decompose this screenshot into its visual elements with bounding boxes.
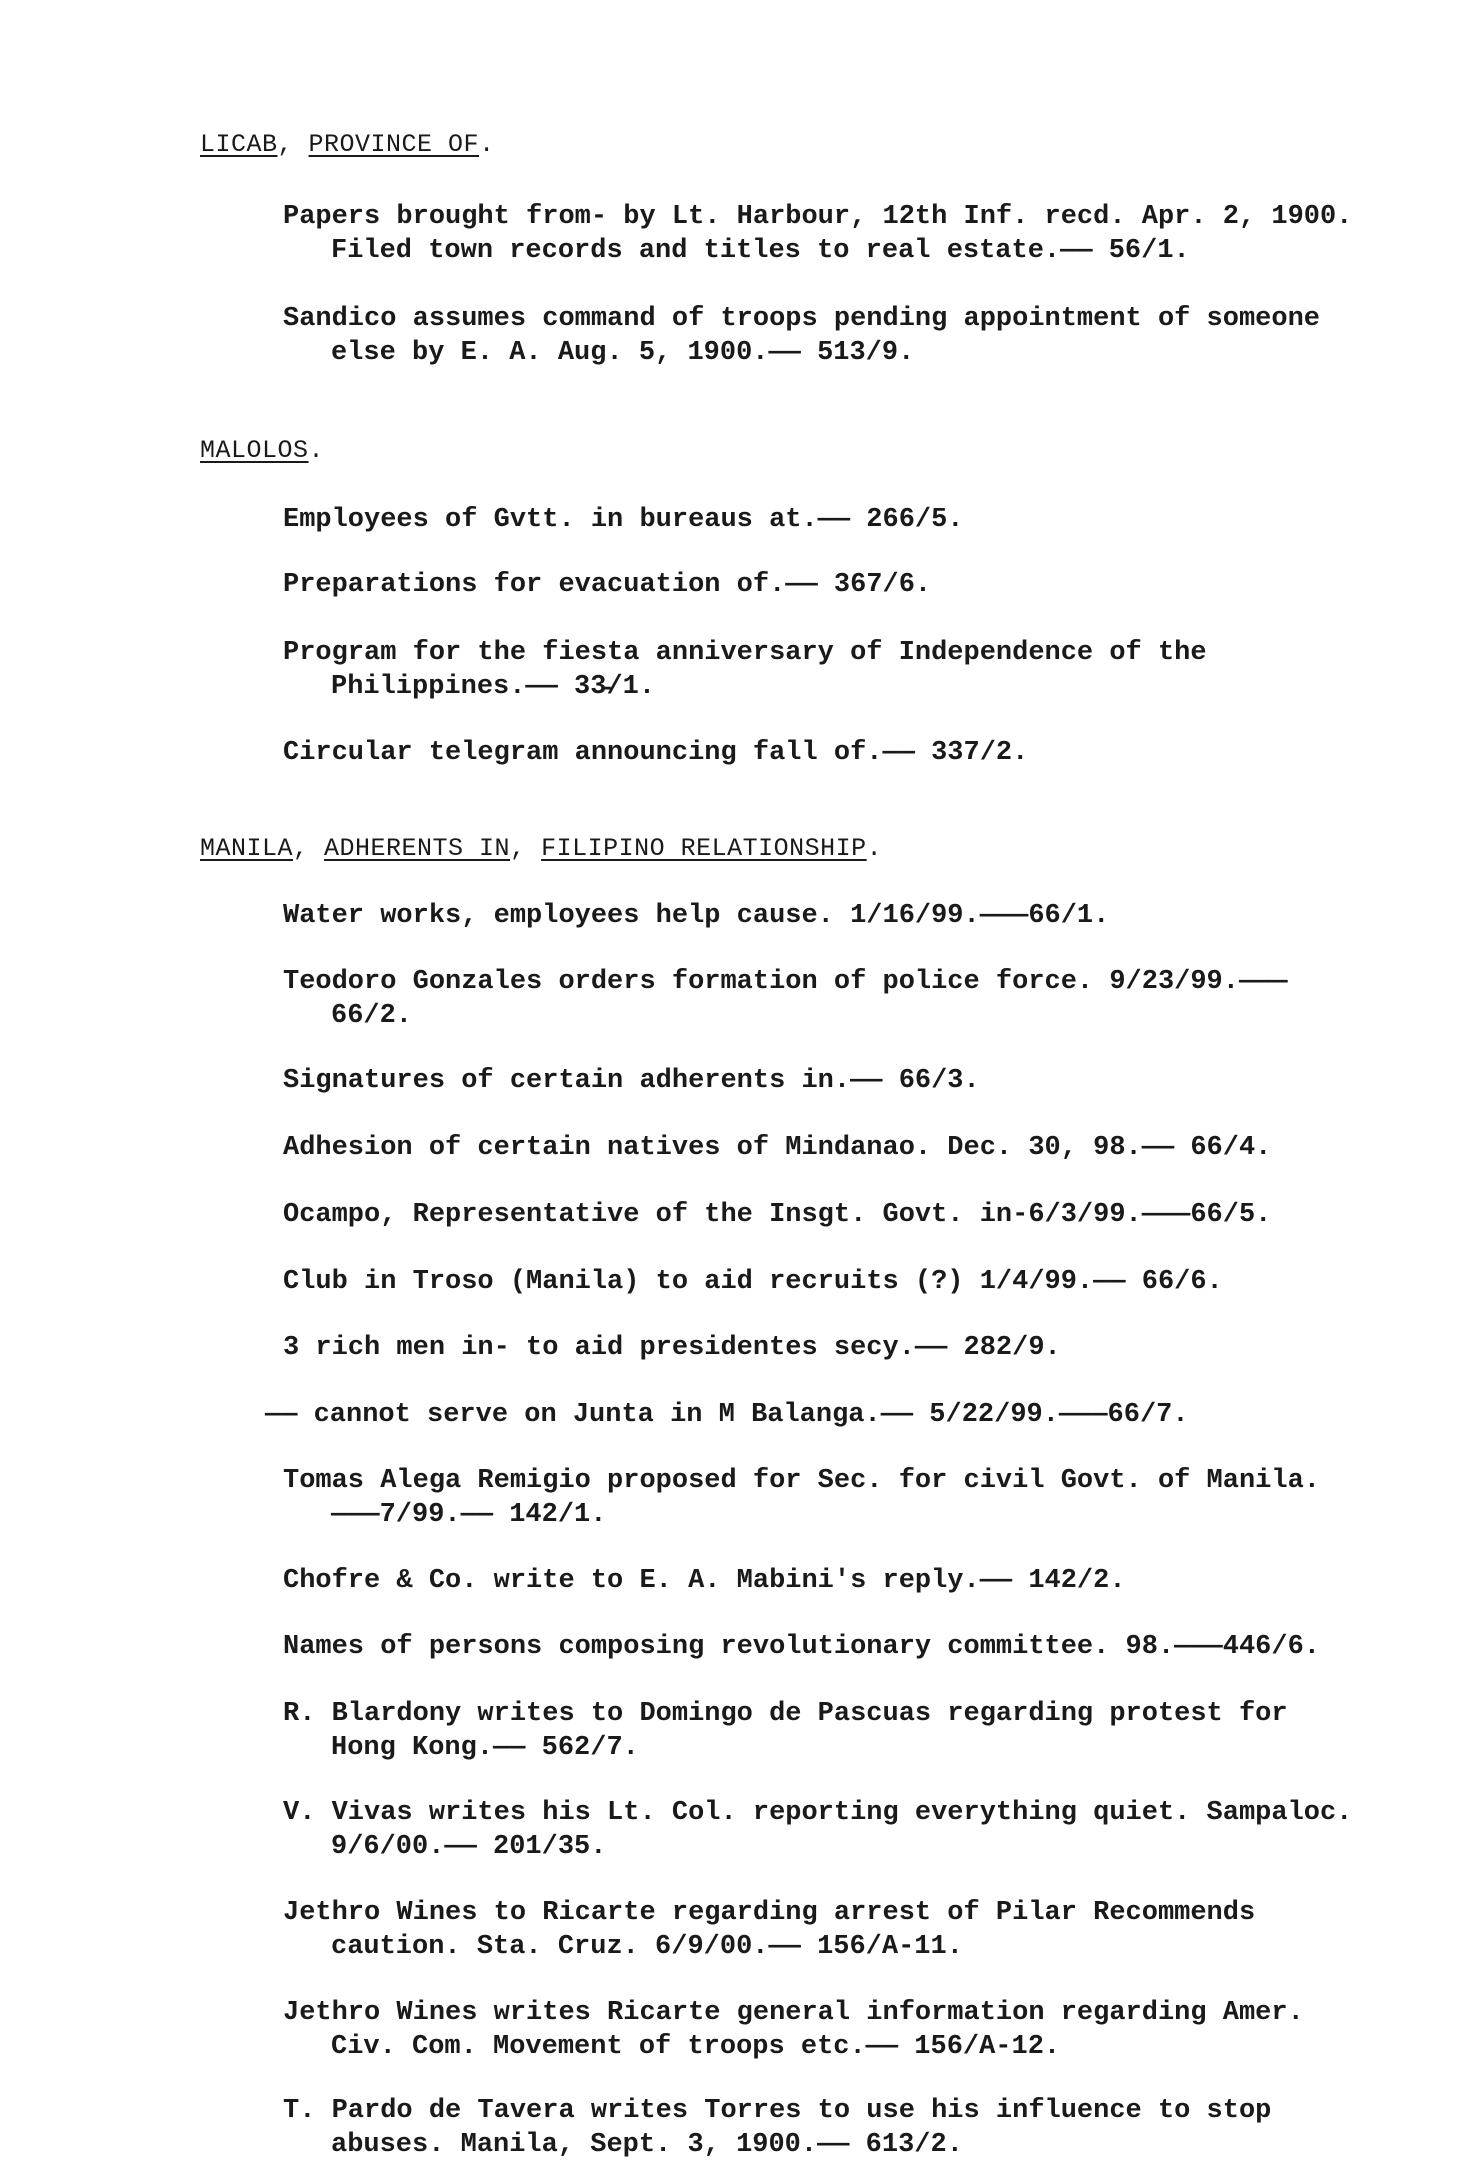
entry-line: Program for the fiesta anniversary of Independence of the	[283, 638, 1207, 668]
heading-part: MALOLOS	[200, 436, 309, 465]
heading-part: PROVINCE OF	[308, 130, 480, 159]
entry-line: R. Blardony writes to Domingo de Pascuas regarding protest for	[283, 1699, 1288, 1729]
section-heading-malolos	[200, 436, 324, 465]
entry-line: Chofre & Co. write to E. A. Mabini's reply.—— 142/2.	[283, 1566, 1126, 1596]
index-entry	[283, 302, 1403, 370]
entry-line: Teodoro Gonzales orders formation of police force. 9/23/99.———	[283, 967, 1288, 997]
entry-line: Signatures of certain adherents in.—— 66/3.	[283, 1066, 980, 1096]
entry-line: Water works, employees help cause. 1/16/99.———66/1.	[283, 901, 1110, 931]
index-entry	[283, 1896, 1403, 1964]
entry-line: Civ. Com. Movement of troops etc.—— 156/A-12.	[331, 2032, 1061, 2062]
entry-line: 66/2.	[331, 1001, 413, 1031]
heading-part: LICAB	[200, 130, 278, 159]
entry-line: Philippines.—— 33̵/1.	[331, 672, 656, 702]
index-entry	[283, 1697, 1403, 1765]
index-entry	[283, 1064, 1403, 1098]
index-entry	[283, 1265, 1403, 1299]
section-heading-licab	[200, 130, 495, 159]
index-entry	[283, 568, 1403, 602]
index-entry	[283, 899, 1403, 933]
index-entry	[283, 1464, 1403, 1532]
heading-part: .	[866, 834, 883, 863]
entry-line: else by E. A. Aug. 5, 1900.—— 513/9.	[331, 338, 915, 368]
heading-part: FILIPINO RELATIONSHIP	[541, 834, 867, 863]
entry-line: —— cannot serve on Junta in M Balanga.—— 5/22/99.———66/7.	[265, 1400, 1189, 1430]
entry-line: Adhesion of certain natives of Mindanao. Dec. 30, 98.—— 66/4.	[283, 1133, 1272, 1163]
entry-line: 9/6/00.—— 201/35.	[331, 1832, 607, 1862]
entry-line: Filed town records and titles to real estate.—— 56/1.	[331, 236, 1190, 266]
index-entry	[283, 1198, 1403, 1232]
entry-line: Hong Kong.—— 562/7.	[331, 1733, 639, 1763]
entry-line: Papers brought from- by Lt. Harbour, 12th Inf. recd. Apr. 2, 1900.	[283, 202, 1353, 232]
entry-line: Jethro Wines to Ricarte regarding arrest of Pilar Recommends	[283, 1898, 1256, 1928]
entry-line: Preparations for evacuation of.—— 367/6.	[283, 570, 932, 600]
heading-part: MANILA	[200, 834, 294, 863]
entry-line: ———7/99.—— 142/1.	[331, 1500, 607, 1530]
index-entry	[283, 965, 1403, 1033]
entry-line: Sandico assumes command of troops pending appointment of someone	[283, 304, 1320, 334]
entry-line: caution. Sta. Cruz. 6/9/00.—— 156/A-11.	[331, 1932, 963, 1962]
heading-part: ,	[510, 834, 542, 863]
entry-line: Tomas Alega Remigio proposed for Sec. for civil Govt. of Manila.	[283, 1466, 1320, 1496]
index-entry	[283, 200, 1403, 268]
entry-line: Jethro Wines writes Ricarte general information regarding Amer.	[283, 1998, 1304, 2028]
entry-line: abuses. Manila, Sept. 3, 1900.—— 613/2.	[331, 2130, 963, 2160]
index-entry	[283, 1564, 1403, 1598]
entry-line: T. Pardo de Tavera writes Torres to use his influence to stop	[283, 2096, 1272, 2126]
heading-part: ,	[293, 834, 325, 863]
heading-part: ADHERENTS IN	[324, 834, 511, 863]
index-entry	[283, 503, 1403, 537]
index-entry	[283, 1996, 1403, 2064]
index-entry	[283, 1331, 1403, 1365]
index-entry	[283, 1630, 1403, 1664]
heading-part: .	[479, 130, 495, 159]
entry-line: 3 rich men in- to aid presidentes secy.—— 282/9.	[283, 1333, 1061, 1363]
entry-line: Names of persons composing revolutionary committee. 98.———446/6.	[283, 1632, 1320, 1662]
index-entry	[283, 636, 1403, 704]
index-entry	[283, 1131, 1403, 1165]
index-entry	[283, 736, 1403, 770]
index-entry	[265, 1398, 1385, 1432]
entry-line: Employees of Gvtt. in bureaus at.—— 266/5.	[283, 505, 964, 535]
entry-line: Club in Troso (Manila) to aid recruits (?) 1/4/99.—— 66/6.	[283, 1267, 1223, 1297]
entry-line: Circular telegram announcing fall of.—— 337/2.	[283, 738, 1029, 768]
entry-line: V. Vivas writes his Lt. Col. reporting everything quiet. Sampaloc.	[283, 1798, 1353, 1828]
heading-part: .	[308, 436, 325, 465]
index-entry	[283, 2094, 1403, 2162]
heading-part: ,	[277, 130, 309, 159]
section-heading-manila	[200, 834, 882, 863]
entry-line: Ocampo, Representative of the Insgt. Govt. in-6/3/99.———66/5.	[283, 1200, 1272, 1230]
index-entry	[283, 1796, 1403, 1864]
